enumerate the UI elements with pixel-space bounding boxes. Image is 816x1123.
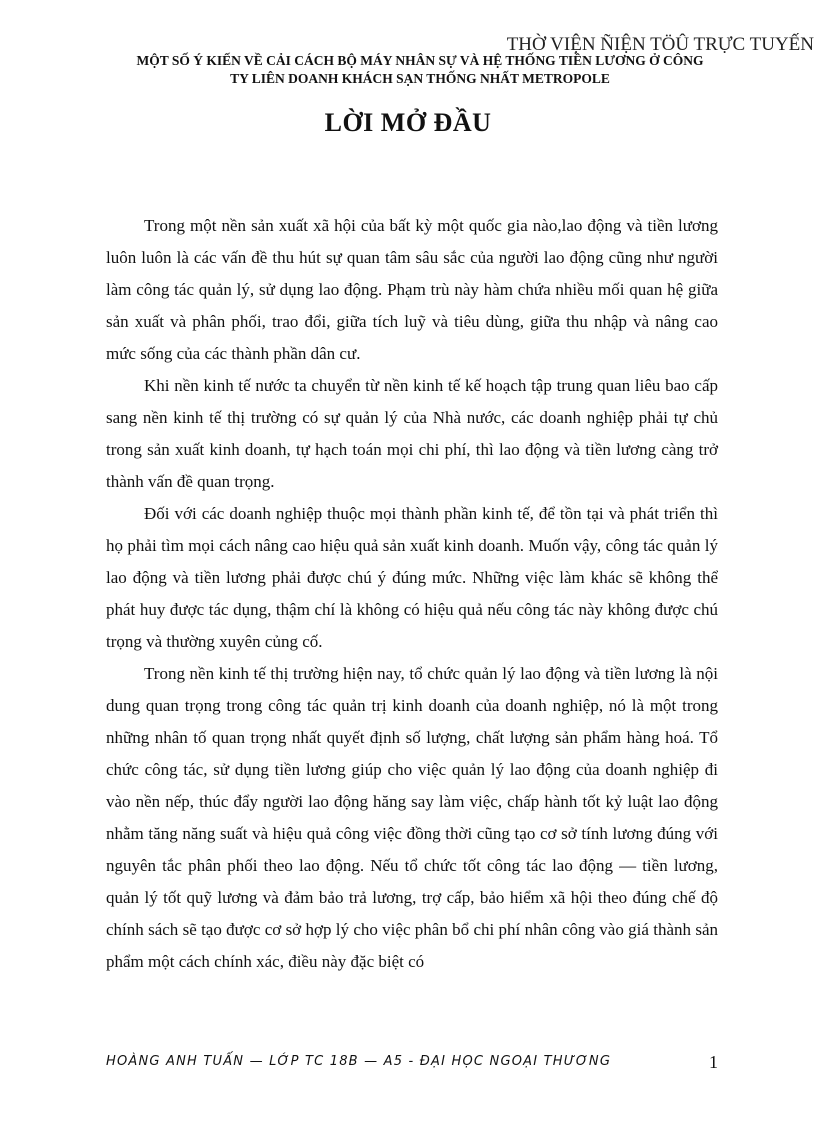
paragraph-1: Trong một nền sản xuất xã hội của bất kỳ một quốc gia nào,lao động và tiền lương luôn luôn là các vấn đề thu hút sự quan tâm sâu sắc của người lao động cũng như người làm công tác quản lý, sử dụng lao động. Phạm trù này hàm chứa nhiều mối quan hệ giữa sản xuất và phân phối, trao đổi, giữa tích luỹ và tiêu dùng, giữa thu nhập và nâng cao mức sống của các thành phần dân cư. xyxy=(106,216,718,363)
page-footer xyxy=(106,1054,718,1078)
document-body xyxy=(106,210,718,978)
header-line-1: MỘT SỐ Ý KIẾN VỀ CẢI CÁCH BỘ MÁY NHÂN SỰ VÀ HỆ THỐNG TIỀN LƯƠNG Ở CÔNG xyxy=(136,53,704,68)
footer-author: HOÀNG ANH TUẤN — LỚP TC 18B — A5 - ĐẠI HỌC NGOẠI THƯƠNG xyxy=(106,1054,612,1069)
page-number: 1 xyxy=(709,1052,718,1072)
page-title: LỜI MỞ ĐẦU xyxy=(324,108,492,137)
paragraph-3: Đối với các doanh nghiệp thuộc mọi thành phần kinh tế, để tồn tại và phát triển thì họ phải tìm mọi cách nâng cao hiệu quả sản xuất kinh doanh. Muốn vậy, công tác quản lý lao động và tiền lương phải được chú ý đúng mức. Những việc làm khác sẽ không thể phát huy được tác dụng, thậm chí là không có hiệu quả nếu công tác này không được chú trọng và thường xuyên củng cố. xyxy=(106,504,718,651)
document-header xyxy=(60,52,780,88)
paragraph-2: Khi nền kinh tế nước ta chuyển từ nền kinh tế kế hoạch tập trung quan liêu bao cấp sang nền kinh tế thị trường có sự quản lý của Nhà nước, các doanh nghiệp phải tự chủ trong sản xuất kinh doanh, tự hạch toán mọi chi phí, thì lao động và tiền lương càng trở thành vấn đề quan trọng. xyxy=(106,376,718,491)
header-line-2: TY LIÊN DOANH KHÁCH SẠN THỐNG NHẤT METROPOLE xyxy=(230,71,610,86)
watermark-text: THỜ VIỆN ÑIỆN TÖÛ TRỰC TUYẾN xyxy=(506,34,814,55)
paragraph-4: Trong nền kinh tế thị trường hiện nay, tổ chức quản lý lao động và tiền lương là nội dung quan trọng trong công tác quản trị kinh doanh của doanh nghiệp, nó là một trong những nhân tố quan trọng nhất quyết định số lượng, chất lượng sản phẩm hàng hoá. Tổ chức công tác, sử dụng tiền lương giúp cho việc quản lý lao động của doanh nghiệp đi vào nền nếp, thúc đẩy người lao động hăng say làm việc, chấp hành tốt kỷ luật lao động nhằm tăng năng suất và hiệu quả công việc đồng thời cũng tạo cơ sở tính lương đúng với nguyên tắc phân phối theo lao động. Nếu tổ chức tốt công tác lao động — tiền lương, quản lý tốt quỹ lương và đảm bảo trả lương, trợ cấp, bảo hiểm xã hội theo đúng chế độ chính sách sẽ tạo được cơ sở hợp lý cho việc phân bổ chi phí nhân công vào giá thành sản phẩm một cách chính xác, điều này đặc biệt có xyxy=(106,664,718,971)
